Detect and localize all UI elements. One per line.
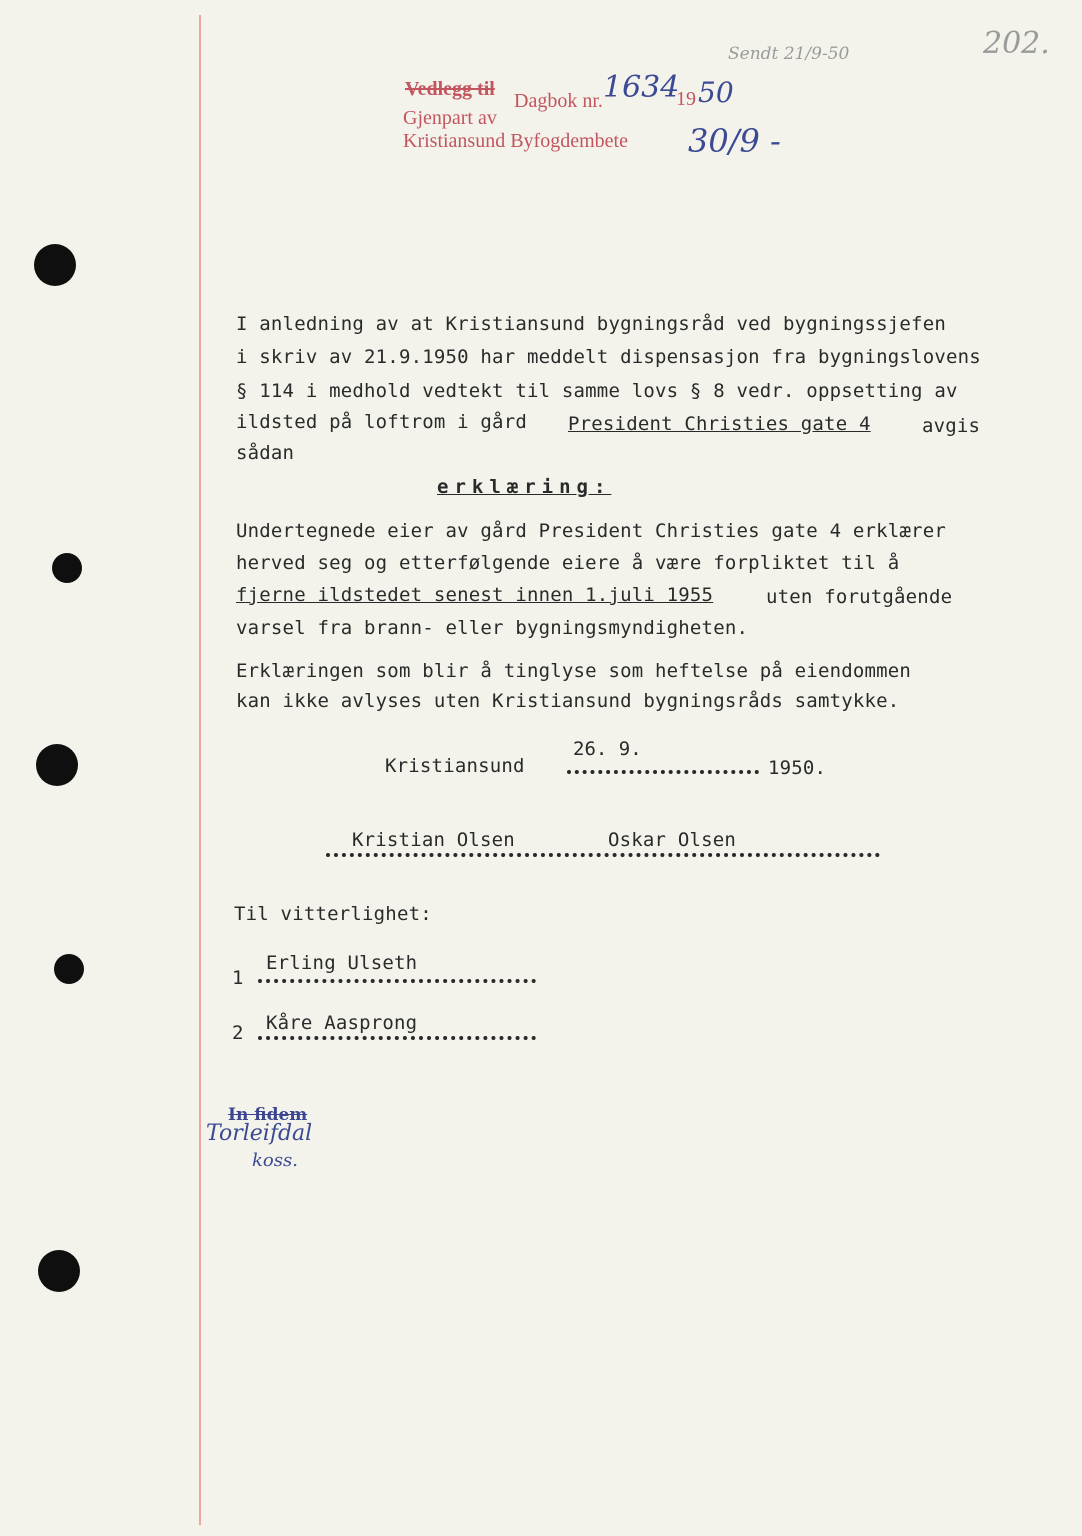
signer-name: Oskar Olsen	[608, 829, 737, 851]
dagbok-number: 1634	[603, 70, 680, 105]
declaration-line: uten forutgående	[766, 586, 953, 608]
witness-label: Til vitterlighet:	[234, 903, 432, 925]
fidem-signature: Torleifdal	[206, 1121, 313, 1146]
registration-line: kan ikke avlyses uten Kristiansund bygningsråds samtykke.	[236, 690, 900, 712]
witness-name: Kåre Aasprong	[266, 1012, 418, 1034]
year: 1950.	[768, 757, 827, 779]
witness-number: 1	[232, 967, 244, 989]
margin-rule	[199, 15, 201, 1525]
punch-hole	[52, 553, 82, 583]
stamp-year-suffix: 50	[698, 76, 734, 109]
body-line: avgis	[922, 415, 981, 437]
stamp-dagbok-label: Dagbok nr.	[514, 90, 603, 112]
witness-dotted-line	[258, 1036, 536, 1040]
handwritten-date: 30/9 -	[688, 122, 781, 160]
date-filled: 26. 9.	[573, 738, 642, 760]
stamp-copy-label: Gjenpart av	[403, 107, 497, 129]
punch-hole	[36, 744, 78, 786]
stamp-struck-label: Vedlegg til	[405, 78, 495, 100]
witness-number: 2	[232, 1022, 244, 1044]
registration-line: Erklæringen som blir å tinglyse som heftelse på eiendommen	[236, 660, 912, 682]
signature-dotted-line	[326, 853, 880, 857]
place: Kristiansund	[385, 755, 525, 777]
declaration-heading: erklæring:	[437, 476, 612, 498]
punch-hole	[34, 244, 76, 286]
body-line: i skriv av 21.9.1950 har meddelt dispensasjon fra bygningslovens	[236, 346, 981, 368]
fidem-title: koss.	[252, 1150, 298, 1171]
stamp-year-prefix: 19	[676, 88, 696, 110]
body-line: sådan	[236, 442, 295, 464]
witness-name: Erling Ulseth	[266, 952, 418, 974]
signer-name: Kristian Olsen	[352, 829, 515, 851]
body-line: I anledning av at Kristiansund bygningsråd ved bygningssjefen	[236, 313, 946, 335]
declaration-line: varsel fra brann- eller bygningsmyndigheten.	[236, 617, 749, 639]
body-line: § 114 i medhold vedtekt til samme lovs § 8 vedr. oppsetting av	[236, 380, 958, 402]
removal-deadline: fjerne ildstedet senest innen 1.juli 1955	[236, 584, 714, 606]
in-fidem-stamp: In fidem	[228, 1105, 308, 1125]
declaration-line: Undertegnede eier av gård President Christies gate 4 erklærer	[236, 520, 946, 542]
witness-dotted-line	[258, 979, 536, 983]
declaration-line: herved seg og etterfølgende eiere å være forpliktet til å	[236, 552, 900, 574]
date-dotted-line	[567, 770, 759, 774]
sent-note: Sendt 21/9-50	[728, 44, 850, 64]
punch-hole	[54, 954, 84, 984]
page-number: 202.	[983, 26, 1050, 61]
punch-hole	[38, 1250, 80, 1292]
property-address: President Christies gate 4	[568, 413, 871, 435]
body-line: ildsted på loftrom i gård	[236, 411, 527, 433]
stamp-office: Kristiansund Byfogdembete	[403, 130, 628, 152]
